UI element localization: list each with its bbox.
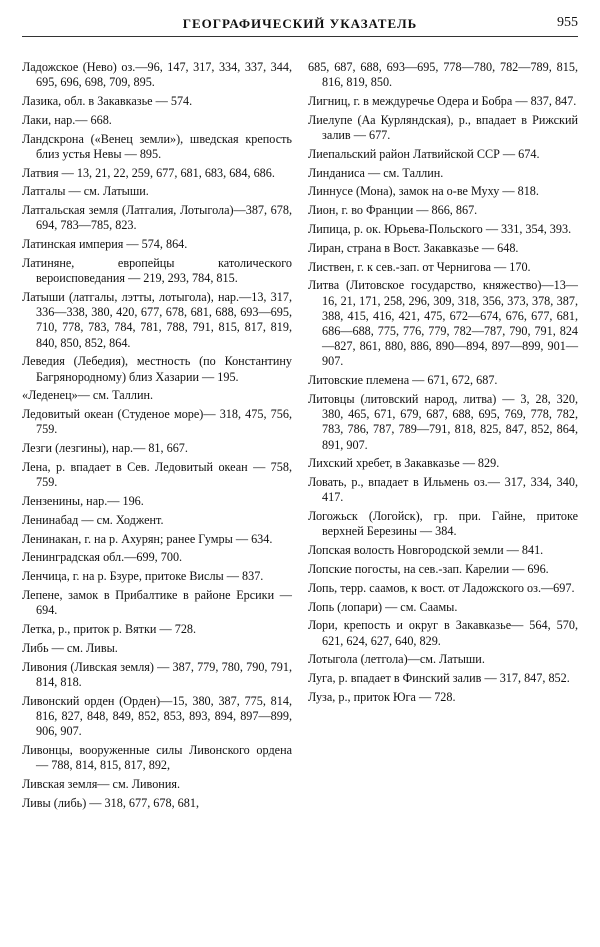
index-entry: Леведия (Лебедия), местность (по Константину Багрянородному) близ Хазарии — 195. xyxy=(22,354,292,384)
index-entry: Либь — см. Ливы. xyxy=(22,640,118,655)
index-entry: Латвия — 13, 21, 22, 259, 677, 681, 683, 684, 686. xyxy=(22,165,275,180)
index-entry: 685, 687, 688, 693—695, 778—780, 782—789, 815, 816, 819, 850. xyxy=(308,60,578,90)
index-entry: Лаки, нар.— 668. xyxy=(22,112,112,127)
index-entry: Ливская земля— см. Ливония. xyxy=(22,776,181,791)
index-entry: Ливонский орден (Орден)—15, 380, 387, 775, 814, 816, 827, 848, 849, 852, 853, 893, 894, 897—899, 906, 907. xyxy=(22,693,292,738)
index-entry: Латыши (латгалы, лэтты, лотыгола), нар.—13, 317, 336—338, 380, 420, 677, 678, 681, 688, 693—695, 710, 778, 783, 784, 781, 788, 791, 815, 817, 819, 840, 850, 852, 864. xyxy=(22,289,292,350)
index-entry: Ловать, р., впадает в Ильмень оз.— 317, 334, 340, 417. xyxy=(308,475,578,505)
running-title: ГЕОГРАФИЧЕСКИЙ УКАЗАТЕЛЬ xyxy=(182,16,418,31)
index-entry: Луза, р., приток Юга — 728. xyxy=(308,689,456,704)
index-entry: Ливония (Ливская земля) — 387, 779, 780, 790, 791, 814, 818. xyxy=(22,659,292,689)
index-entry: «Леденец»— см. Таллин. xyxy=(22,388,154,403)
index-entry: Лопская волость Новгородской земли — 841. xyxy=(308,543,544,558)
index-entry: Лена, р. впадает в Сев. Ледовитый океан — 758, 759. xyxy=(22,459,292,490)
index-entry: Лотыгола (летгола)—см. Латыши. xyxy=(308,652,485,667)
index-entry: Лепене, замок в Прибалтике в районе Ерсики — 694. xyxy=(22,587,292,618)
index-entry: Линнусе (Мона), замок на о-ве Муху — 818. xyxy=(308,184,539,199)
index-entry: Лиелупе (Аа Курляндская), р., впадает в Рижский залив — 677. xyxy=(308,112,578,142)
index-entry: Лион, г. во Франции — 866, 867. xyxy=(308,203,478,218)
index-entry: Латинская империя — 574, 864. xyxy=(22,237,188,252)
index-entry: Ленинакан, г. на р. Ахурян; ранее Гумры — 634. xyxy=(22,531,273,546)
index-entry: Ландскрона («Венец земли»), шведская крепость близ устья Невы — 895. xyxy=(22,131,292,161)
index-entry: Логожьск (Логойск), гр. при. Гайне, притоке верхней Березины — 384. xyxy=(308,509,578,539)
index-entry: Латиняне, европейцы католического вероисповедания — 219, 293, 784, 815. xyxy=(22,255,292,286)
index-entry: Лопь (лопари) — см. Саамы. xyxy=(308,599,458,614)
index-entry: Ладожское (Нево) оз.—96, 147, 317, 334, 337, 344, 695, 696, 698, 709, 895. xyxy=(22,60,292,90)
index-entry: Литовцы (литовский народ, литва) — 3, 28, 320, 380, 465, 671, 679, 687, 688, 695, 769, 778, 782, 783, 786, 787, 789—791, 818, 825, 847, 852, 864, 891, 907. xyxy=(308,391,578,452)
index-entry: Лазика, обл. в Закавказье — 574. xyxy=(22,94,193,108)
index-entry: Ливы (либь) — 318, 677, 678, 681, xyxy=(22,795,199,810)
index-entry: Ледовитый океан (Студеное море)— 318, 475, 756, 759. xyxy=(22,407,292,437)
right-column xyxy=(308,60,578,709)
index-entry: Литва (Литовское государство, княжество)—13—16, 21, 171, 258, 296, 309, 318, 356, 373, 378, 387, 388, 415, 416, 421, 475, 672—674, 676, 677, 681, 686—688, 775, 776, 779, 782—787, 790, 791, 824—827, 861, 880, 886, 890—894, 897—899, 901—907. xyxy=(308,278,578,369)
index-entry: Латгалы — см. Латыши. xyxy=(22,184,149,199)
index-entry: Лиран, страна в Вост. Закавказье — 648. xyxy=(308,240,519,255)
left-column xyxy=(22,60,292,814)
index-entry: Лиепальский район Латвийской ССР — 674. xyxy=(308,146,540,161)
index-entry: Ленчица, г. на р. Бзуре, притоке Вислы — 837. xyxy=(22,569,264,584)
index-entry: Листвен, г. к сев.-зап. от Чернигова — 170. xyxy=(308,259,531,274)
index-entry: Лопские погосты, на сев.-зап. Карелии — 696. xyxy=(308,561,549,576)
index-entry: Ленинградская обл.—699, 700. xyxy=(22,550,183,565)
index-entry: Лигниц, г. в междуречье Одера и Бобра — 837, 847. xyxy=(308,94,577,108)
index-entry: Липица, р. ок. Юрьева-Польского — 331, 354, 393. xyxy=(308,221,572,236)
index-entry: Ливонцы, вооруженные силы Ливонского ордена — 788, 814, 815, 817, 892, xyxy=(22,742,292,772)
index-entry: Линданиса — см. Таллин. xyxy=(308,165,444,180)
index-entry: Лензенины, нар.— 196. xyxy=(22,493,144,508)
index-entry: Лопь, терр. саамов, к вост. от Ладожского оз.—697. xyxy=(308,580,575,595)
index-entry: Латгальская земля (Латгалия, Лотыгола)—387, 678, 694, 783—785, 823. xyxy=(22,203,292,233)
index-entry: Лезги (лезгины), нар.— 81, 667. xyxy=(22,441,188,456)
index-entry: Литовские племена — 671, 672, 687. xyxy=(308,373,498,388)
page-number: 955 xyxy=(557,15,578,30)
index-entry: Лори, крепость и округ в Закавказье— 564, 570, 621, 624, 627, 640, 829. xyxy=(308,618,578,648)
index-entry: Лихский хребет, в Закавказье — 829. xyxy=(308,456,500,471)
running-header xyxy=(22,14,578,37)
index-entry: Летка, р., приток р. Вятки — 728. xyxy=(22,621,197,636)
index-entry: Луга, р. впадает в Финский залив — 317, 847, 852. xyxy=(308,671,570,686)
index-entry: Ленинабад — см. Ходжент. xyxy=(22,512,164,527)
